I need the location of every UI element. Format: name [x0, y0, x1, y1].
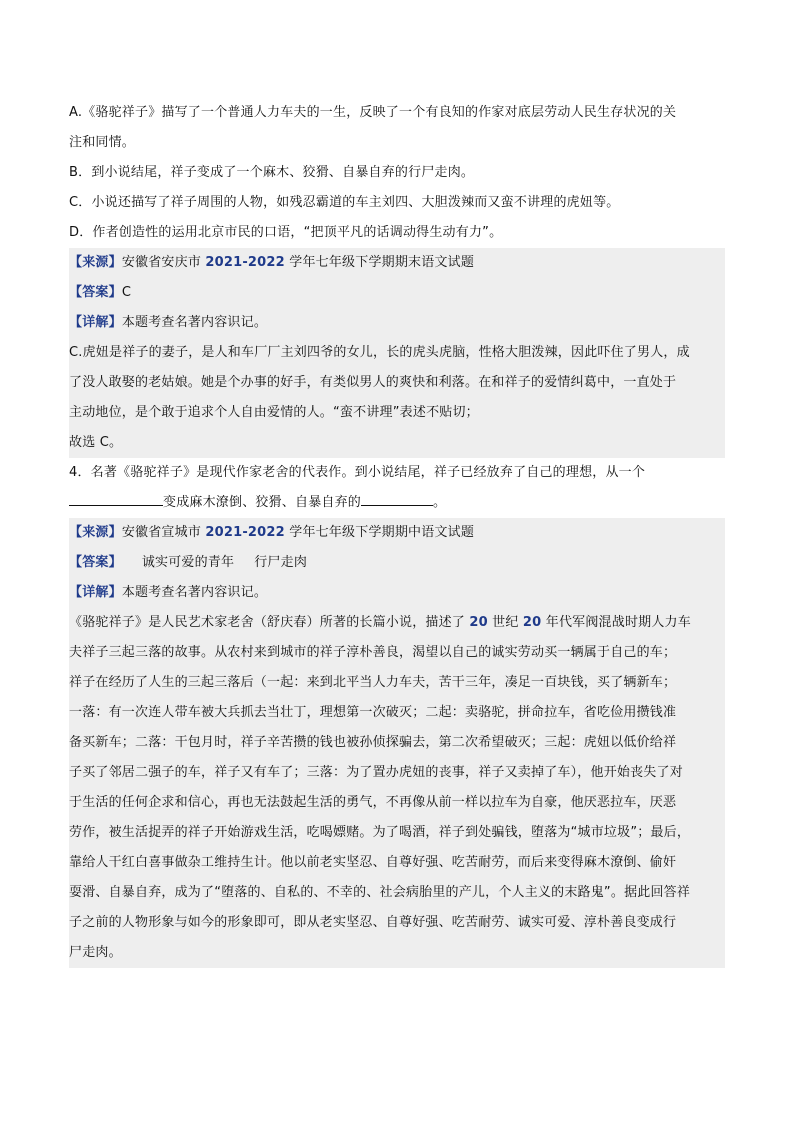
q4-explanation-block [69, 518, 725, 968]
document-page [69, 98, 725, 968]
q4-detail-line4: 一落：有一次连人带车被大兵抓去当壮丁，理想第一次破灭；二起：卖骆驼，拼命拉车，省吃俭用攒钱准 [69, 705, 677, 720]
answer-value-1: 诚实可爱的青年 [141, 555, 235, 570]
answer-blank-2 [361, 491, 433, 506]
q4-detail-line7: 于生活的任何企求和信心，再也无法鼓起生活的勇气，不再像从前一样以拉车为自豪，他厌恶拉车，厌恶 [69, 795, 677, 810]
q4-detail-line5: 备买新车；二落：干包月时，祥子辛苦攒的钱也被孙侦探骗去，第二次希望破灭；三起：虎妞以低价给祥 [69, 735, 677, 750]
answer-tag: 【答案】 [69, 555, 122, 570]
q4-detail-intro: 【详解】本题考查名著内容识记。 [69, 585, 268, 600]
q3-answer [69, 278, 725, 308]
option-d: D．作者创造性的运用北京市民的口语，“把顶平凡的话调动得生动有力”。 [69, 225, 503, 240]
q4-stem-line1: 4．名著《骆驼祥子》是现代作家老舍的代表作。到小说结尾，祥子已经放弃了自己的理想，从一个 [69, 465, 646, 480]
q4-detail-line11: 子之前的人物形象与如今的形象即可，即从老实坚忍、自尊好强、吃苦耐劳、诚实可爱、淳朴善良变成行 [69, 915, 677, 930]
source-tag: 【来源】 [69, 525, 122, 540]
detail-tag: 【详解】 [69, 315, 122, 330]
q3-source: 【来源】安徽省安庆市 2021-2022 学年七年级下学期期末语文试题 [69, 255, 475, 270]
option-b: B．到小说结尾，祥子变成了一个麻木、狡猾、自暴自弃的行尸走肉。 [69, 165, 475, 180]
option-a-line1: A.《骆驼祥子》描写了一个普通人力车夫的一生，反映了一个有良知的作家对底层劳动人民生存状况的关 [69, 105, 677, 120]
answer-blank-1 [69, 491, 163, 506]
q4-detail-line10: 耍滑、自暴自弃，成为了“堕落的、自私的、不幸的、社会病胎里的产儿，个人主义的末路鬼”。据此回答祥 [69, 885, 691, 900]
q3-detail-line3: 主动地位，是个敢于追求个人自由爱情的人。“蛮不讲理”表述不贴切； [69, 405, 479, 420]
q4-detail-line9: 靠给人干红白喜事做杂工维持生计。他以前老实坚忍、自尊好强、吃苦耐劳，而后来变得麻木潦倒、偷奸 [69, 855, 677, 870]
q4-answer [69, 548, 725, 578]
detail-tag: 【详解】 [69, 585, 122, 600]
answer-tag: 【答案】 [69, 285, 122, 300]
q3-explanation-block [69, 248, 725, 458]
q4-source: 【来源】安徽省宣城市 2021-2022 学年七年级下学期期中语文试题 [69, 525, 475, 540]
answer-value-2: 行尸走肉 [254, 555, 308, 570]
q3-detail-line2: 了没人敢娶的老姑娘。她是个办事的好手，有类似男人的爽快和利落。在和祥子的爱情纠葛中，一直处于 [69, 375, 677, 390]
q3-detail-line1: C.虎妞是祥子的妻子，是人和车厂厂主刘四爷的女儿，长的虎头虎脑，性格大胆泼辣，因此吓住了男人，成 [69, 345, 690, 360]
q3-conclusion: 故选 C。 [69, 435, 123, 450]
q3-detail-intro: 【详解】本题考查名著内容识记。 [69, 315, 268, 330]
q4-stem-line2: 变成麻木潦倒、狡猾、自暴自弃的 。 [69, 488, 725, 518]
q4-detail-line12: 尸走肉。 [69, 945, 122, 960]
source-tag: 【来源】 [69, 255, 122, 270]
q4-detail-line1: 《骆驼祥子》是人民艺术家老舍（舒庆春）所著的长篇小说，描述了 20 世纪 20 年代军阀混战时期人力车 [69, 615, 691, 630]
q4-detail-line2: 夫祥子三起三落的故事。从农村来到城市的祥子淳朴善良，渴望以自己的诚实劳动买一辆属于自己的车； [69, 645, 677, 660]
q4-detail-line3: 祥子在经历了人生的三起三落后（一起：来到北平当人力车夫，苦干三年，凑足一百块钱，买了辆新车； [69, 675, 677, 690]
q4-detail-line6: 子买了邻居二强子的车，祥子又有车了；三落：为了置办虎妞的丧事，祥子又卖掉了车），他开始丧失了对 [69, 765, 683, 780]
q4-detail-line8: 劳作，被生活捉弄的祥子开始游戏生活，吃喝嫖赌。为了喝酒，祥子到处骗钱，堕落为“城市垃圾”；最后， [69, 825, 691, 840]
answer-value: C [121, 285, 132, 300]
option-c: C．小说还描写了祥子周围的人物，如残忍霸道的车主刘四、大胆泼辣而又蛮不讲理的虎妞等。 [69, 195, 620, 210]
option-a-line2: 注和同情。 [69, 135, 136, 150]
